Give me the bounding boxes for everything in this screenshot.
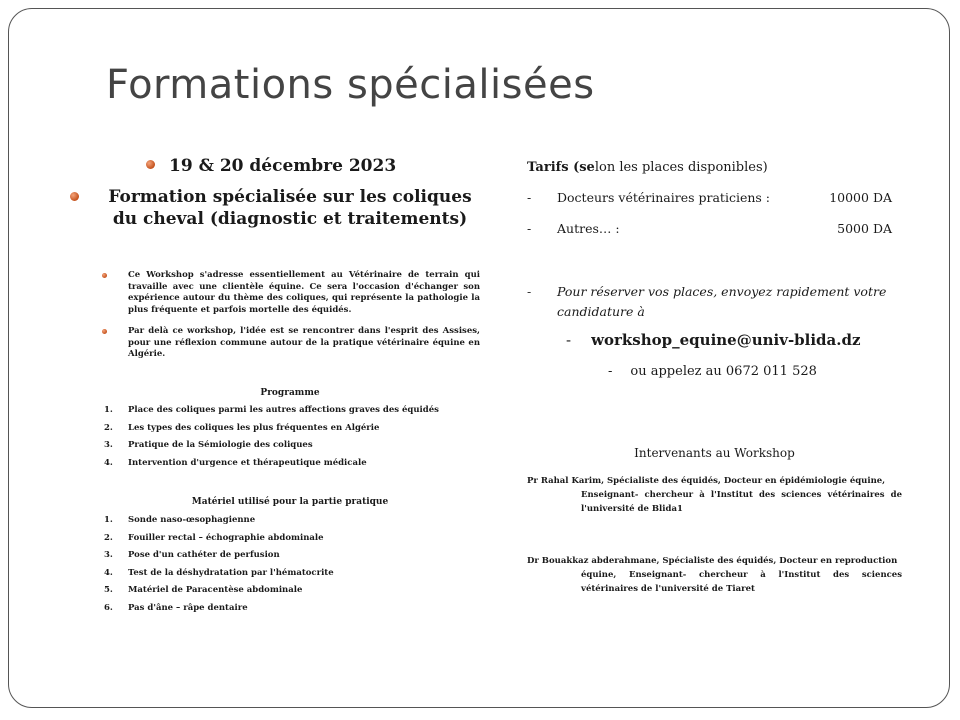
list-number: 4. — [104, 567, 113, 578]
price-value: 10000 DA — [829, 190, 892, 205]
reservation-text: Pour réserver vos places, envoyez rapidement votre candidature à — [557, 284, 887, 319]
list-number: 1. — [104, 515, 113, 525]
intervenant-entry — [527, 474, 902, 516]
programme-heading: Programme — [260, 388, 320, 398]
list-number: 3. — [104, 440, 113, 450]
dash-marker: - — [608, 364, 613, 379]
price-label: Docteurs vétérinaires praticiens : — [557, 190, 770, 205]
reservation-note — [527, 282, 892, 322]
list-number: 2. — [104, 422, 113, 433]
list-item — [104, 458, 484, 476]
programme-list — [104, 405, 484, 475]
tarifs-heading — [527, 160, 768, 175]
list-item — [104, 568, 484, 586]
intervenant-entry — [527, 554, 902, 596]
list-item — [104, 405, 484, 423]
materiel-list — [104, 515, 484, 620]
tarifs-heading-bold: Tarifs (se — [527, 160, 595, 175]
price-value: 5000 DA — [837, 221, 892, 236]
list-item — [104, 585, 484, 603]
price-label: Autres… : — [557, 221, 620, 236]
contact-phone — [608, 364, 817, 379]
bullet-icon — [102, 329, 107, 334]
list-number: 1. — [104, 405, 113, 415]
list-number: 2. — [104, 532, 113, 543]
list-item — [104, 603, 484, 621]
list-text: Test de la déshydratation par l'hématocrite — [128, 567, 334, 578]
formation-title — [90, 186, 490, 230]
list-number: 5. — [104, 585, 113, 595]
intervenant-line: Dr Bouakkaz abderahmane, Spécialiste des équidés, Docteur en reproduction — [527, 556, 898, 566]
list-number: 4. — [104, 457, 113, 468]
description-text: Ce Workshop s'adresse essentiellement au Vétérinaire de terrain qui travaille avec une clientèle équine. Ce sera l'occasion d'échanger son expérience autour du thème des coliques, qui représente la pathologie la plus fréquente et parfois mortelle des équidés. — [128, 270, 480, 315]
list-item — [104, 515, 484, 533]
email-text[interactable]: workshop_equine@univ-blida.dz — [591, 331, 861, 349]
dash-marker: - — [527, 221, 532, 236]
list-text: Les types des coliques les plus fréquentes en Algérie — [128, 422, 380, 433]
materiel-heading: Matériel utilisé pour la partie pratique — [191, 497, 389, 507]
list-text: Pas d'âne – râpe dentaire — [128, 602, 248, 613]
event-date — [146, 156, 396, 176]
bullet-icon — [102, 273, 107, 278]
list-item — [104, 440, 484, 458]
bullet-icon — [146, 160, 155, 169]
list-number: 6. — [104, 602, 113, 613]
description-text: Par delà ce workshop, l'idée est se rencontrer dans l'esprit des Assises, pour une réflexion commune autour de la pratique vétérinaire équine en Algérie. — [128, 326, 480, 359]
intervenant-detail: Enseignant- chercheur à l'Institut des sciences vétérinaires de l'université de Blida1 — [581, 490, 902, 514]
list-text: Intervention d'urgence et thérapeutique médicale — [128, 457, 367, 468]
description-item — [104, 270, 480, 316]
list-item — [104, 533, 484, 551]
slide-title: Formations spécialisées — [106, 62, 595, 108]
dash-marker: - — [527, 190, 532, 205]
description-item — [104, 326, 480, 361]
tarifs-heading-rest: lon les places disponibles) — [594, 160, 768, 175]
contact-email[interactable] — [566, 331, 861, 349]
list-text: Place des coliques parmi les autres affections graves des équidés — [128, 405, 439, 415]
intervenants-heading: Intervenants au Workshop — [634, 446, 795, 460]
phone-text: ou appelez au 0672 011 528 — [630, 364, 817, 379]
dash-marker: - — [566, 331, 572, 349]
bullet-icon — [70, 192, 79, 201]
formation-title-line1: Formation spécialisée sur les coliques — [108, 187, 472, 207]
dash-marker: - — [527, 284, 532, 299]
intervenant-detail: équine, Enseignant- chercheur à l'Institut des sciences vétérinaires de l'université de Tiaret — [581, 570, 902, 594]
intervenant-line: Pr Rahal Karim, Spécialiste des équidés, Docteur en épidémiologie équine, — [527, 476, 886, 486]
list-number: 3. — [104, 550, 113, 560]
list-item — [104, 423, 484, 441]
formation-title-line2: du cheval (diagnostic et traitements) — [112, 209, 468, 229]
list-item — [104, 550, 484, 568]
list-text: Fouiller rectal – échographie abdominale — [128, 532, 324, 543]
list-text: Matériel de Paracentèse abdominale — [128, 585, 303, 595]
list-text: Sonde naso-œsophagienne — [128, 515, 256, 525]
list-text: Pose d'un cathéter de perfusion — [128, 550, 280, 560]
list-text: Pratique de la Sémiologie des coliques — [128, 440, 313, 450]
event-date-text: 19 & 20 décembre 2023 — [169, 156, 397, 176]
